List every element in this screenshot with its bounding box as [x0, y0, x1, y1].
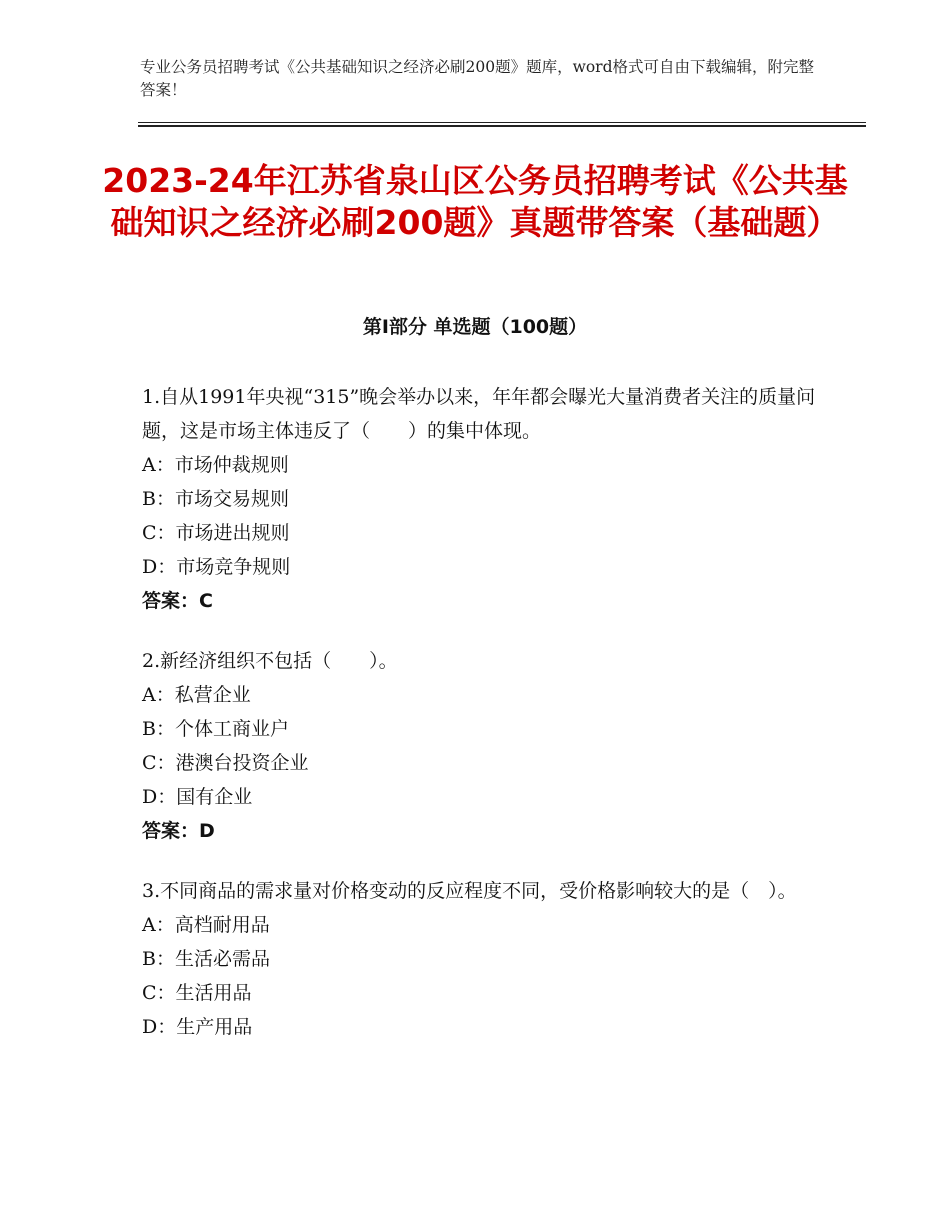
option-b: B：生活必需品	[142, 948, 270, 970]
option-c: C：港澳台投资企业	[142, 752, 309, 774]
document-title: 2023-24年江苏省泉山区公务员招聘考试《公共基础知识之经济必刷200题》真题带答案（基础题）	[102, 161, 848, 242]
question-item	[142, 644, 822, 848]
option-d: D：市场竞争规则	[142, 556, 291, 578]
option-b: B：个体工商业户	[142, 718, 289, 740]
option-a: A：市场仲裁规则	[142, 454, 289, 476]
question-stem: 2.新经济组织不包括（ ）。	[142, 650, 398, 672]
header-rule-thin	[138, 122, 866, 123]
option-b: B：市场交易规则	[142, 488, 289, 510]
question-item	[142, 380, 822, 618]
answer-line: 答案：D	[142, 820, 215, 842]
option-a: A：私营企业	[142, 684, 251, 706]
question-stem: 1.自从1991年央视“315”晚会举办以来，年年都会曝光大量消费者关注的质量问题，这是市场主体违反了（ ）的集中体现。	[142, 386, 816, 442]
question-item	[142, 874, 822, 1044]
option-d: D：生产用品	[142, 1016, 253, 1038]
document-header-note: 专业公务员招聘考试《公共基础知识之经济必刷200题》题库，word格式可自由下载编辑，附完整答案！	[140, 58, 815, 99]
question-list	[142, 380, 822, 1070]
question-stem: 3.不同商品的需求量对价格变动的反应程度不同，受价格影响较大的是（ ）。	[142, 880, 797, 902]
option-c: C：市场进出规则	[142, 522, 290, 544]
section-heading: 第I部分 单选题（100题）	[362, 316, 588, 338]
option-c: C：生活用品	[142, 982, 252, 1004]
option-d: D：国有企业	[142, 786, 253, 808]
header-rule-thick	[138, 125, 866, 127]
answer-line: 答案：C	[142, 590, 213, 612]
option-a: A：高档耐用品	[142, 914, 270, 936]
